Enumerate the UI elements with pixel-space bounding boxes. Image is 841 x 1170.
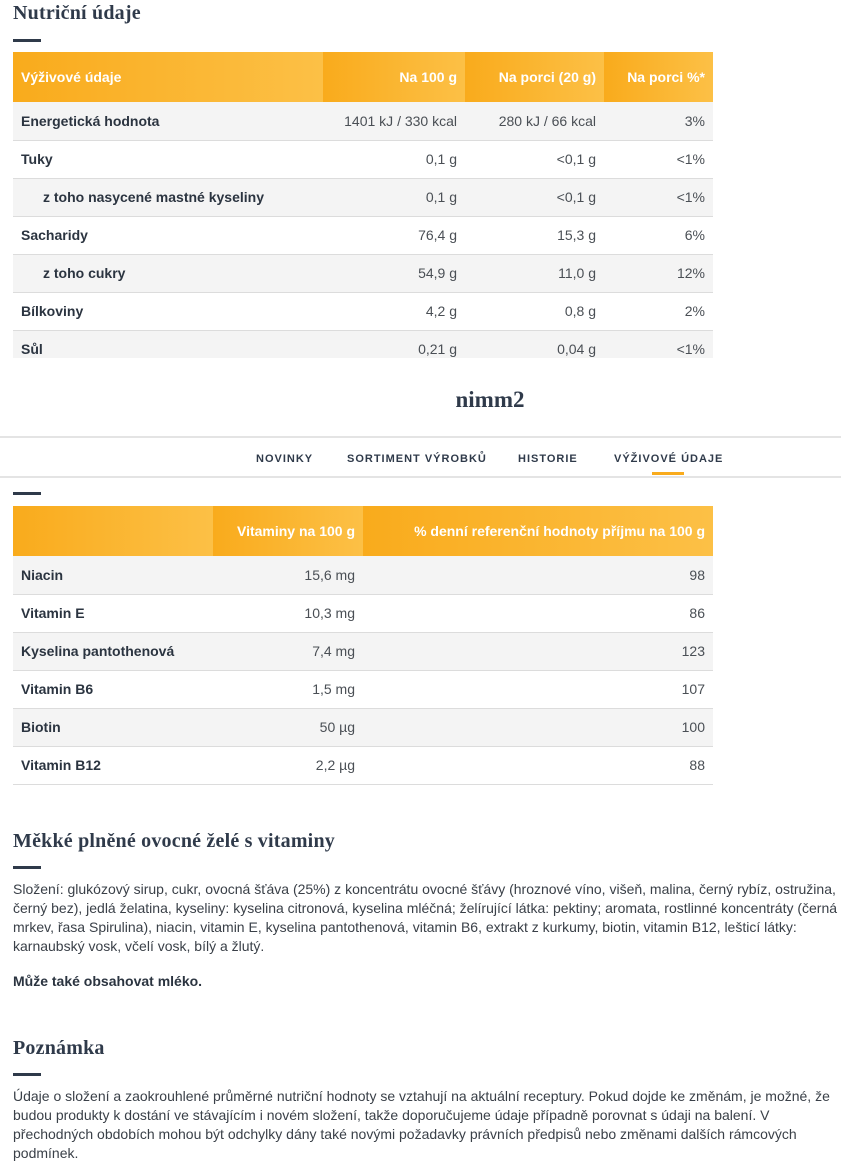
table-row [13,670,713,708]
table-row [13,254,713,292]
heading-underline [13,492,41,495]
value-per-portion: 0,8 g [465,292,604,330]
value-portion-pct: <1% [604,330,713,358]
vitamin-amount: 50 µg [213,708,363,746]
table-row [13,330,713,358]
vitamin-amount: 15,6 mg [213,556,363,594]
vitamin-label: Vitamin E [13,594,213,632]
vitamin-amount: 1,5 mg [213,670,363,708]
vitamin-label: Biotin [13,708,213,746]
column-header: Výživové údaje [13,52,323,102]
nav-item-vyzivove-udaje[interactable]: VÝŽIVOVÉ ÚDAJE [614,453,724,465]
value-per-100g: 54,9 g [323,254,465,292]
table-row [13,556,713,594]
nutrient-label: Tuky [13,140,323,178]
column-header: % denní referenční hodnoty příjmu na 100 g [363,506,713,556]
value-portion-pct: 12% [604,254,713,292]
column-header: Na porci (20 g) [465,52,604,102]
main-nav [0,436,841,478]
vitamin-amount: 10,3 mg [213,594,363,632]
note-text: Údaje o složení a zaokrouhlené průměrné nutriční hodnoty se vztahují na aktuální receptury. Pokud dojde ke změnám, je možné, že budou produkty k dostání ve stávajícím i novém složení, takže doporučujeme údaje případně porovnat s údaji na balení. V přechodných obdobích mohou být odchylky dány také novými požadavky právních předpisů nebo změnami dalších rámcových podmínek. [13,1088,830,1161]
table-row [13,140,713,178]
vitamin-label: Vitamin B12 [13,746,213,784]
value-per-portion: 15,3 g [465,216,604,254]
vitamin-pct: 88 [363,746,713,784]
value-per-portion: <0,1 g [465,178,604,216]
value-portion-pct: 2% [604,292,713,330]
nutrition-heading: Nutriční údaje [13,2,141,24]
note-heading: Poznámka [13,1037,105,1059]
allergen-text: Může také obsahovat mléko. [13,973,203,989]
value-portion-pct: 6% [604,216,713,254]
column-header [13,506,213,556]
nutrient-label: Bílkoviny [13,292,323,330]
heading-underline [13,39,41,42]
heading-underline [13,866,41,869]
nav-item-novinky[interactable]: NOVINKY [256,453,314,465]
nutrient-label: z toho nasycené mastné kyseliny [13,178,323,216]
value-per-100g: 0,1 g [323,140,465,178]
vitamin-label: Niacin [13,556,213,594]
ingredients-text: Složení: glukózový sirup, cukr, ovocná šťáva (25%) z koncentrátu ovocné šťávy (hroznové víno, višeň, malina, černý rybíz, ostružina, černý bez), jedlá želatina, kyseliny: kyselina citronová, kyselina mléčná; želírující látka: pektiny; aromata, rostlinné koncentráty (černá mrkev, řasa Spirulina), niacin, vitamin E, kyselina pantothenová, vitamin B6, extrakt z kurkumy, biotin, vitamin B12, lešticí látky: karnaubský vosk, včelí vosk, bílý a žlutý. [13,881,838,954]
column-header: Na porci %* [604,52,713,102]
nav-active-indicator [652,472,684,475]
value-per-portion: 11,0 g [465,254,604,292]
nutrient-label: Sacharidy [13,216,323,254]
vitamin-pct: 98 [363,556,713,594]
value-per-100g: 0,21 g [323,330,465,358]
vitamin-amount: 2,2 µg [213,746,363,784]
value-per-100g: 1401 kJ / 330 kcal [323,102,465,140]
nutrition-table-container [13,52,713,358]
column-header: Na 100 g [323,52,465,102]
nutrition-table [13,52,713,358]
vitamin-pct: 107 [363,670,713,708]
table-row [13,178,713,216]
value-per-100g: 0,1 g [323,178,465,216]
column-header: Vitaminy na 100 g [213,506,363,556]
brand-logo-text[interactable]: nimm2 [455,387,525,412]
table-row [13,708,713,746]
table-row [13,594,713,632]
value-per-portion: 280 kJ / 66 kcal [465,102,604,140]
vitamin-pct: 100 [363,708,713,746]
value-portion-pct: <1% [604,140,713,178]
table-row [13,102,713,140]
product-heading: Měkké plněné ovocné želé s vitaminy [13,830,335,852]
nutrient-label: Energetická hodnota [13,102,323,140]
heading-underline [13,1073,41,1076]
nutrient-label: z toho cukry [13,254,323,292]
nutrition-header-row [13,52,713,102]
table-row [13,292,713,330]
value-per-100g: 4,2 g [323,292,465,330]
nav-item-sortiment[interactable]: SORTIMENT VÝROBKŮ [347,453,487,465]
table-row [13,216,713,254]
value-portion-pct: 3% [604,102,713,140]
table-row [13,632,713,670]
value-per-100g: 76,4 g [323,216,465,254]
table-row [13,746,713,784]
vitamin-header-row [13,506,713,556]
vitamin-table [13,506,713,785]
nav-item-historie[interactable]: HISTORIE [518,453,578,465]
vitamin-amount: 7,4 mg [213,632,363,670]
value-per-portion: 0,04 g [465,330,604,358]
vitamin-pct: 123 [363,632,713,670]
nutrient-label: Sůl [13,330,323,358]
vitamin-label: Vitamin B6 [13,670,213,708]
value-per-portion: <0,1 g [465,140,604,178]
value-portion-pct: <1% [604,178,713,216]
vitamin-pct: 86 [363,594,713,632]
vitamin-label: Kyselina pantothenová [13,632,213,670]
